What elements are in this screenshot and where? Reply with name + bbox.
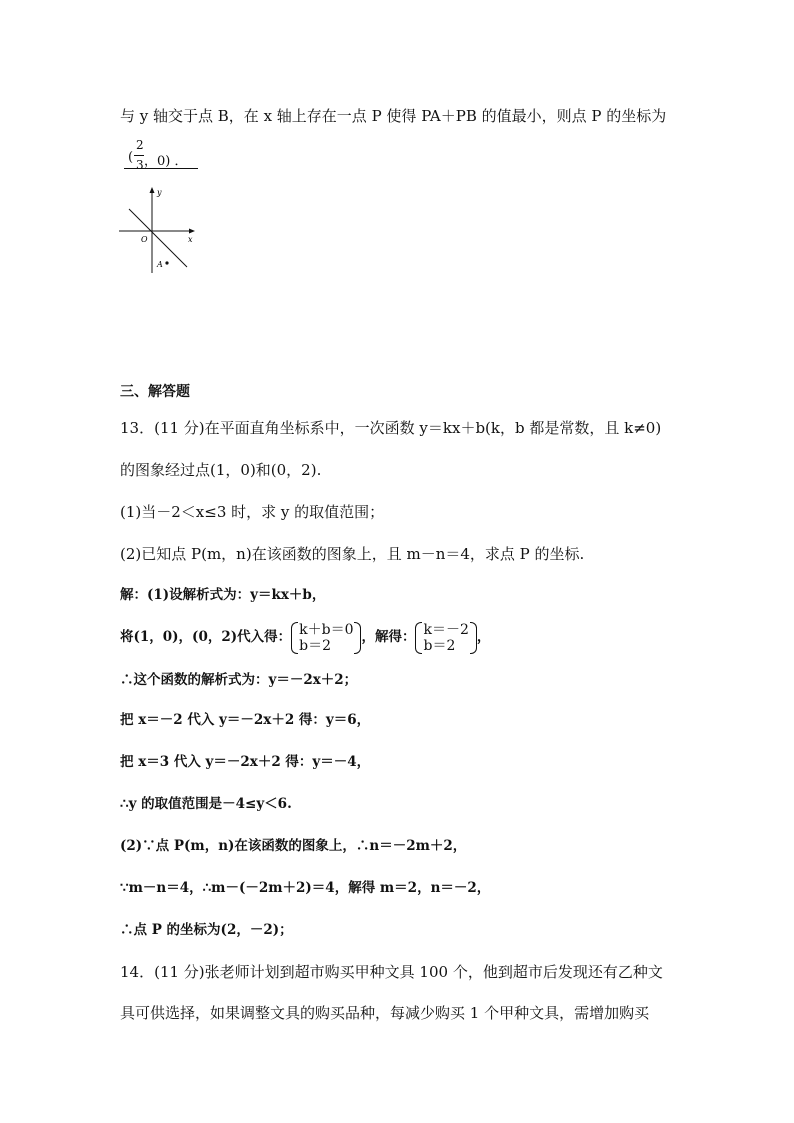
solution-line-1: 解：(1)设解析式为：y＝kx＋b， [120, 587, 326, 603]
answer-fraction-denominator: 3 [136, 158, 144, 172]
answer-fraction-numerator: 2 [136, 138, 144, 152]
x-axis-label: x [188, 235, 193, 244]
q12-answer [124, 138, 204, 180]
solution-line-2-prefix: 将(1，0)，(0，2)代入得： [120, 629, 292, 645]
q13-text-line-1: 13．(11 分)在平面直角坐标系中，一次函数 y＝kx＋b(k，b 都是常数，且 k≠0) [120, 419, 662, 437]
q13-part1: (1)当－2＜x≤3 时，求 y 的取值范围； [120, 503, 385, 521]
q12-text-line: 与 y 轴交于点 B，在 x 轴上存在一点 P 使得 PA＋PB 的值最小，则点 P 的坐标为 [120, 107, 667, 125]
solution-line-3: ∴这个函数的解析式为：y＝－2x＋2； [120, 672, 358, 688]
x-axis-arrow-icon [189, 229, 195, 234]
solution-line-2-suffix: ， [476, 629, 491, 645]
q12-figure [115, 183, 205, 275]
equation-system-2 [415, 622, 476, 654]
section-title: 三、解答题 [120, 384, 190, 400]
answer-fraction-bar [134, 155, 144, 156]
q14-text-line-2: 具可供选择，如果调整文具的购买品种，每减少购买 1 个甲种文具，需增加购买 [120, 1004, 650, 1022]
solution-line-7: (2)∵点 P(m，n)在该函数的图象上，∴n＝－2m＋2， [120, 838, 467, 854]
point-a-label: A [157, 260, 163, 269]
solution-line-4: 把 x＝－2 代入 y＝－2x＋2 得：y＝6， [120, 712, 371, 728]
solution-line-6: ∴y 的取值范围是－4≤y＜6. [120, 796, 292, 812]
point-a-dot [165, 261, 168, 264]
y-axis-label: y [157, 188, 162, 197]
origin-label: O [141, 235, 148, 244]
system1-eq1: k＋b＝0 [299, 621, 354, 638]
answer-underline [124, 168, 198, 169]
system2-eq1: k＝－2 [423, 621, 469, 638]
answer-open-paren: ( [128, 150, 134, 165]
system2-eq2: b＝2 [423, 637, 456, 654]
solution-line-8: ∵m－n＝4，∴m－(－2m＋2)＝4，解得 m＝2，n＝－2， [120, 880, 491, 896]
solution-line-2 [120, 619, 490, 655]
q13-text-line-2: 的图象经过点(1，0)和(0，2). [120, 461, 322, 479]
q14-text-line-1: 14．(11 分)张老师计划到超市购买甲种文具 100 个，他到超市后发现还有乙种文 [120, 963, 663, 981]
equation-system-1 [291, 622, 361, 654]
function-line [129, 209, 187, 267]
solution-line-2-middle: ，解得： [361, 629, 416, 645]
solution-line-9: ∴点 P 的坐标为(2，－2)； [120, 922, 293, 938]
answer-rest: ，0) ． [144, 154, 188, 169]
solution-line-5: 把 x＝3 代入 y＝－2x＋2 得：y＝－4， [120, 754, 371, 770]
system1-eq2: b＝2 [299, 637, 331, 654]
y-axis-arrow-icon [150, 187, 155, 193]
q13-part2: (2)已知点 P(m，n)在该函数的图象上，且 m－n＝4，求点 P 的坐标. [120, 545, 585, 563]
